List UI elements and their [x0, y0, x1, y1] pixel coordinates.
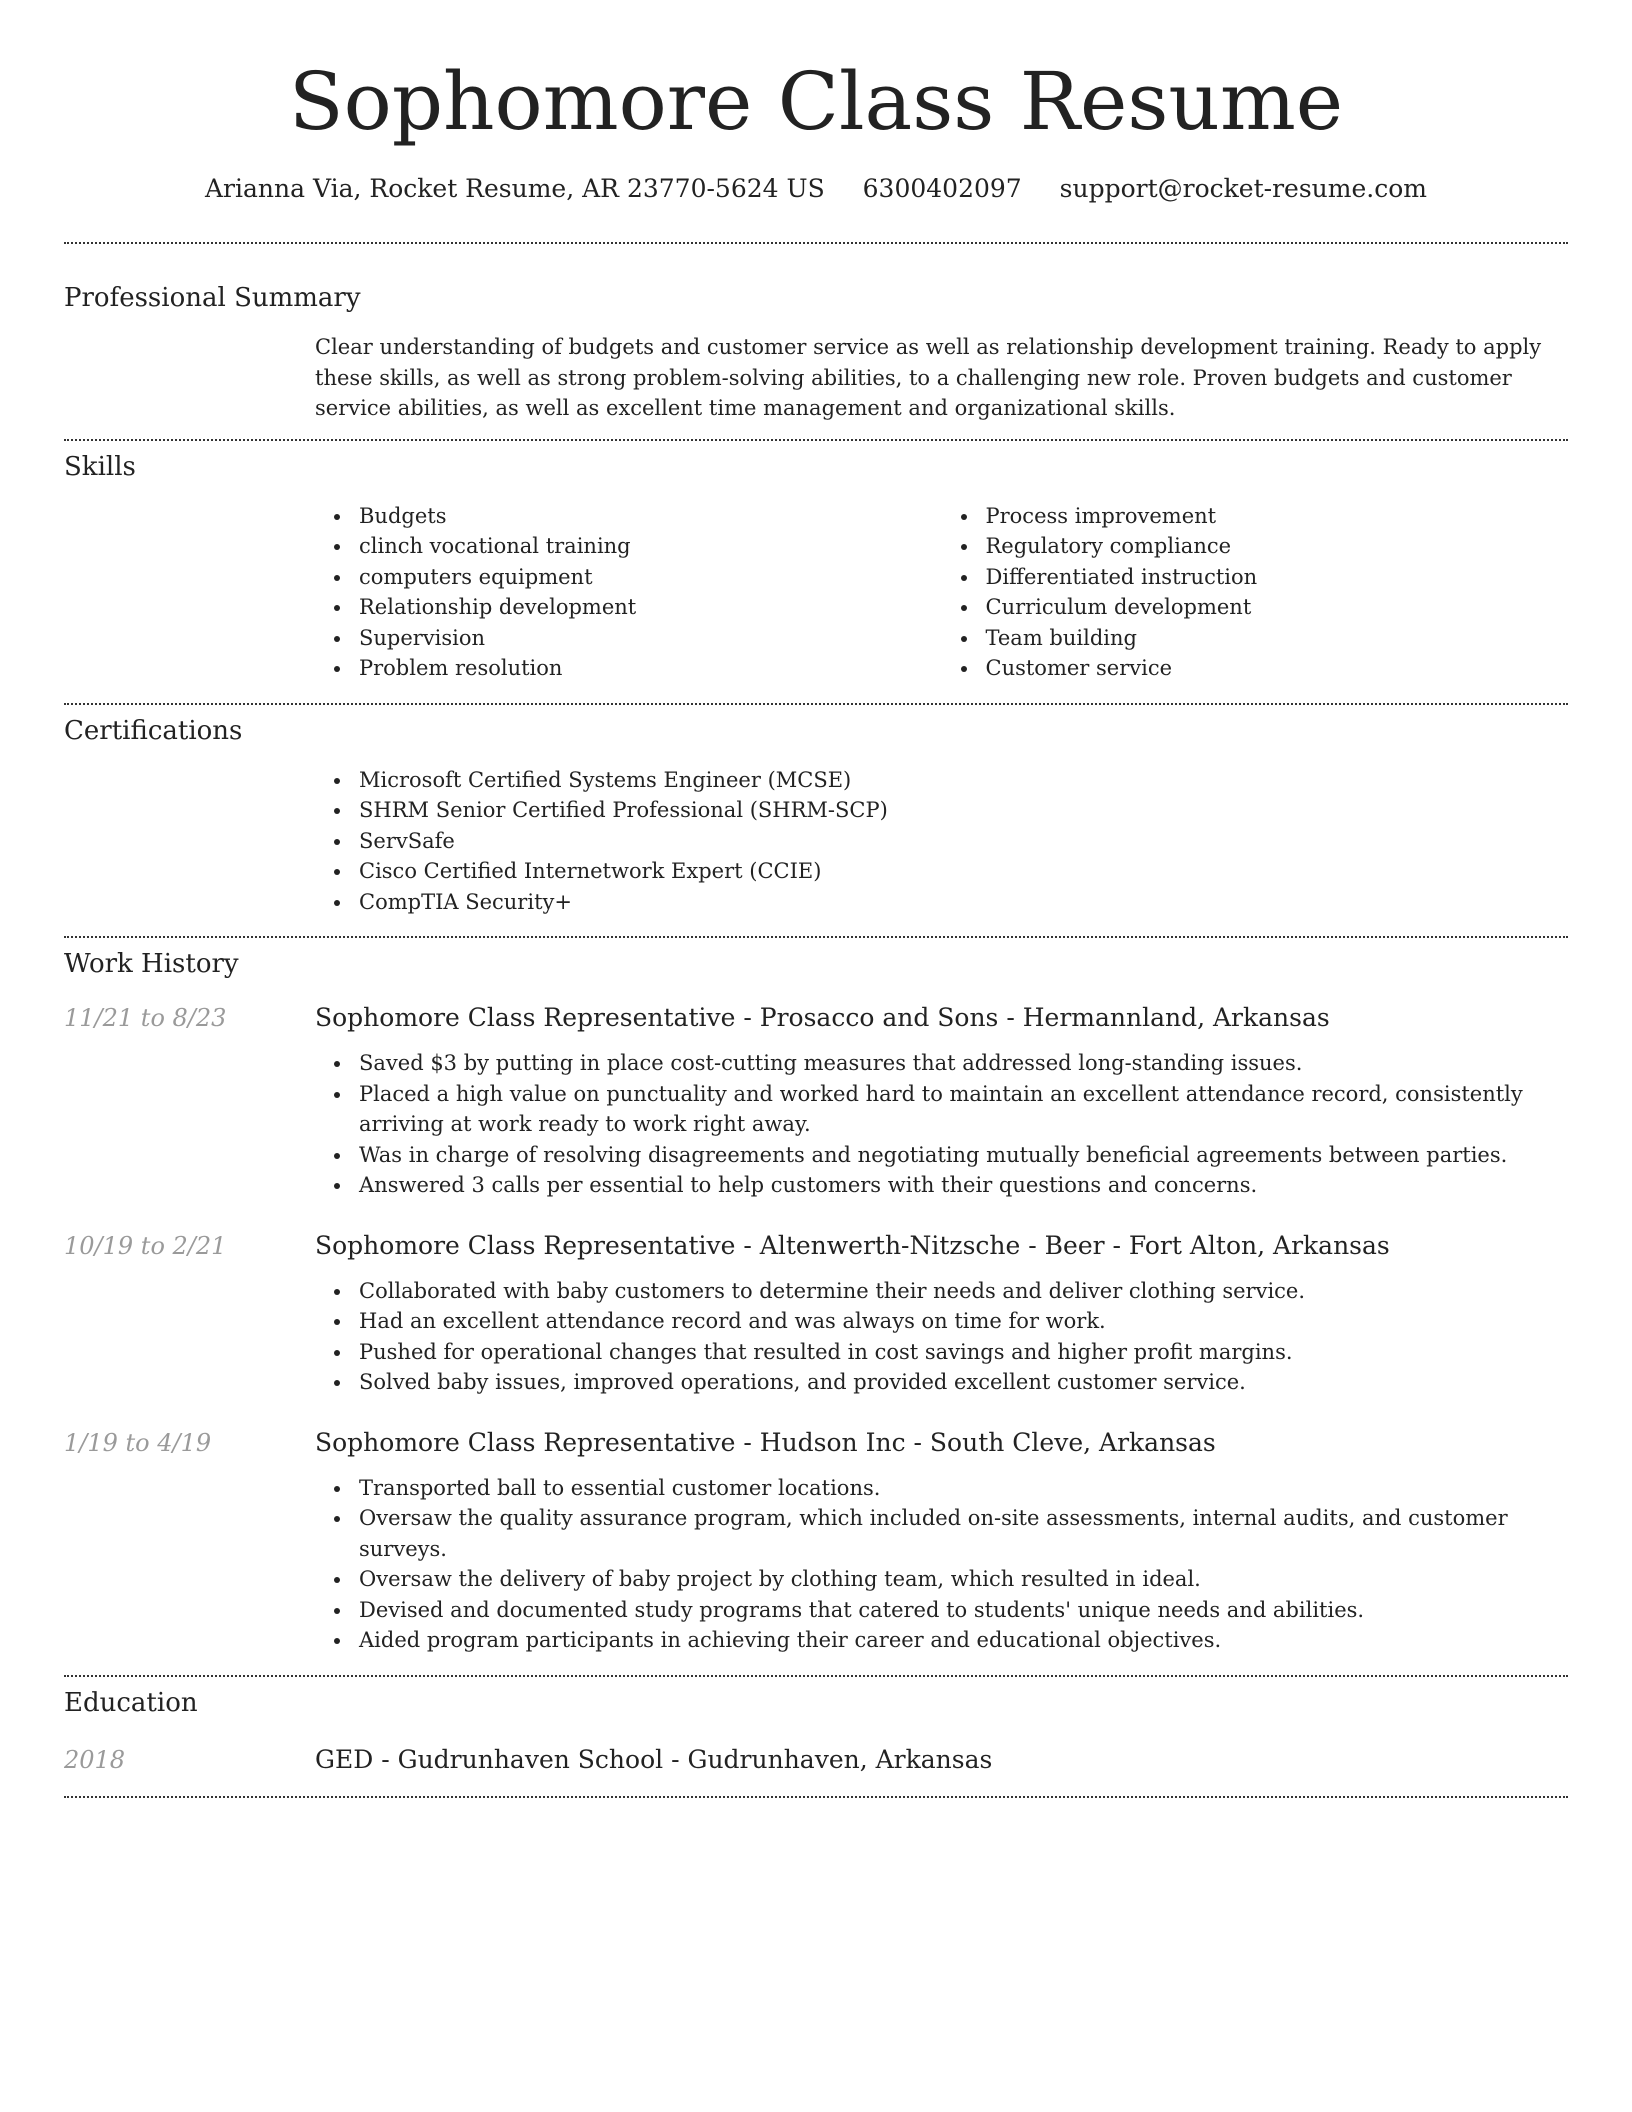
job-header	[64, 1229, 1568, 1263]
list-item: Devised and documented study programs that catered to students' unique needs and abilities.	[359, 1595, 1568, 1626]
list-item: Curriculum development	[986, 592, 1569, 623]
list-item: Answered 3 calls per essential to help customers with their questions and concerns.	[359, 1170, 1568, 1201]
list-item: Problem resolution	[359, 653, 942, 684]
list-item: Transported ball to essential customer locations.	[359, 1473, 1568, 1504]
list-item: Microsoft Certified Systems Engineer (MCSE)	[359, 765, 1568, 796]
certifications-section	[64, 705, 1568, 937]
work-section	[64, 938, 1568, 1675]
education-section	[64, 1677, 1568, 1796]
job-heading: Sophomore Class Representative - Prosacco and Sons - Hermannland, Arkansas	[315, 1003, 1330, 1032]
job-heading: Sophomore Class Representative - Hudson Inc - South Cleve, Arkansas	[315, 1427, 1216, 1457]
job-header	[64, 1001, 1568, 1035]
job-details	[315, 1276, 1568, 1398]
section-title-certifications: Certifications	[64, 715, 243, 746]
list-item: Was in charge of resolving disagreements and negotiating mutually beneficial agreements between parties.	[359, 1140, 1568, 1171]
job-header	[64, 1426, 1568, 1460]
education-heading: GED - Gudrunhaven School - Gudrunhaven, Arkansas	[315, 1744, 993, 1774]
skills-grid	[315, 501, 1568, 703]
section-title-summary: Professional Summary	[64, 283, 361, 313]
list-item: Supervision	[359, 623, 942, 654]
list-item: Regulatory compliance	[986, 531, 1569, 562]
summary-text: Clear understanding of budgets and customer service as well as relationship development training. Ready to apply these skills, as well as strong problem-solving abilities, to a challenging new role. Proven budgets and customer service abilities, as well as excellent time management and organizational skills.	[315, 335, 1542, 420]
list-item: computers equipment	[359, 562, 942, 593]
list-item: Had an excellent attendance record and was always on time for work.	[359, 1306, 1568, 1337]
job-details	[315, 1473, 1568, 1656]
job-entry	[64, 1426, 1568, 1675]
contact-address: Arianna Via, Rocket Resume, AR 23770-5624 US	[205, 174, 825, 203]
summary-section	[64, 244, 1568, 439]
contact-email: support@rocket-resume.com	[1059, 174, 1427, 203]
list-item: Oversaw the quality assurance program, which included on-site assessments, internal audits, and customer surveys.	[359, 1503, 1568, 1564]
job-dates: 1/19 to 4/19	[64, 1428, 212, 1457]
job-dates: 10/19 to 2/21	[64, 1231, 227, 1260]
list-item: Placed a high value on punctuality and worked hard to maintain an excellent attendance record, consistently arriving at work ready to work right away.	[359, 1079, 1568, 1140]
list-item: Budgets	[359, 501, 942, 532]
job-entry	[64, 1229, 1568, 1398]
list-item: Cisco Certified Internetwork Expert (CCIE)	[359, 856, 1568, 887]
list-item: Solved baby issues, improved operations, and provided excellent customer service.	[359, 1367, 1568, 1398]
list-item: Customer service	[986, 653, 1569, 684]
job-bullets	[315, 1276, 1568, 1398]
list-item: Saved $3 by putting in place cost-cutting measures that addressed long-standing issues.	[359, 1048, 1568, 1079]
skills-list-left	[315, 501, 942, 684]
section-title-work: Work History	[64, 949, 239, 979]
list-item: Process improvement	[986, 501, 1569, 532]
list-item: SHRM Senior Certified Professional (SHRM-SCP)	[359, 795, 1568, 826]
contact-phone: 6300402097	[862, 174, 1022, 203]
list-item: Pushed for operational changes that resulted in cost savings and higher profit margins.	[359, 1337, 1568, 1368]
education-year: 2018	[64, 1745, 126, 1774]
list-item: ServSafe	[359, 826, 1568, 857]
education-entry	[64, 1743, 1568, 1796]
list-item: Differentiated instruction	[986, 562, 1569, 593]
job-entry	[64, 1001, 1568, 1201]
divider	[64, 1796, 1568, 1798]
job-heading: Sophomore Class Representative - Altenwerth-Nitzsche - Beer - Fort Alton, Arkansas	[315, 1230, 1390, 1260]
certifications-list	[315, 765, 1568, 918]
skills-list-right	[942, 501, 1569, 684]
list-item: clinch vocational training	[359, 531, 942, 562]
resume-title: Sophomore Class Resume	[288, 55, 1344, 148]
contact-line	[64, 172, 1568, 206]
skills-section	[64, 441, 1568, 703]
list-item: CompTIA Security+	[359, 887, 1568, 918]
list-item: Collaborated with baby customers to determine their needs and deliver clothing service.	[359, 1276, 1568, 1307]
section-title-education: Education	[64, 1687, 198, 1718]
job-bullets	[315, 1473, 1568, 1656]
list-item: Relationship development	[359, 592, 942, 623]
list-item: Oversaw the delivery of baby project by clothing team, which resulted in ideal.	[359, 1564, 1568, 1595]
section-title-skills: Skills	[64, 451, 136, 482]
job-bullets	[315, 1048, 1568, 1201]
job-dates: 11/21 to 8/23	[64, 1004, 227, 1032]
list-item: Team building	[986, 623, 1569, 654]
list-item: Aided program participants in achieving their career and educational objectives.	[359, 1625, 1568, 1656]
certifications-content	[315, 765, 1568, 937]
job-details	[315, 1048, 1568, 1201]
